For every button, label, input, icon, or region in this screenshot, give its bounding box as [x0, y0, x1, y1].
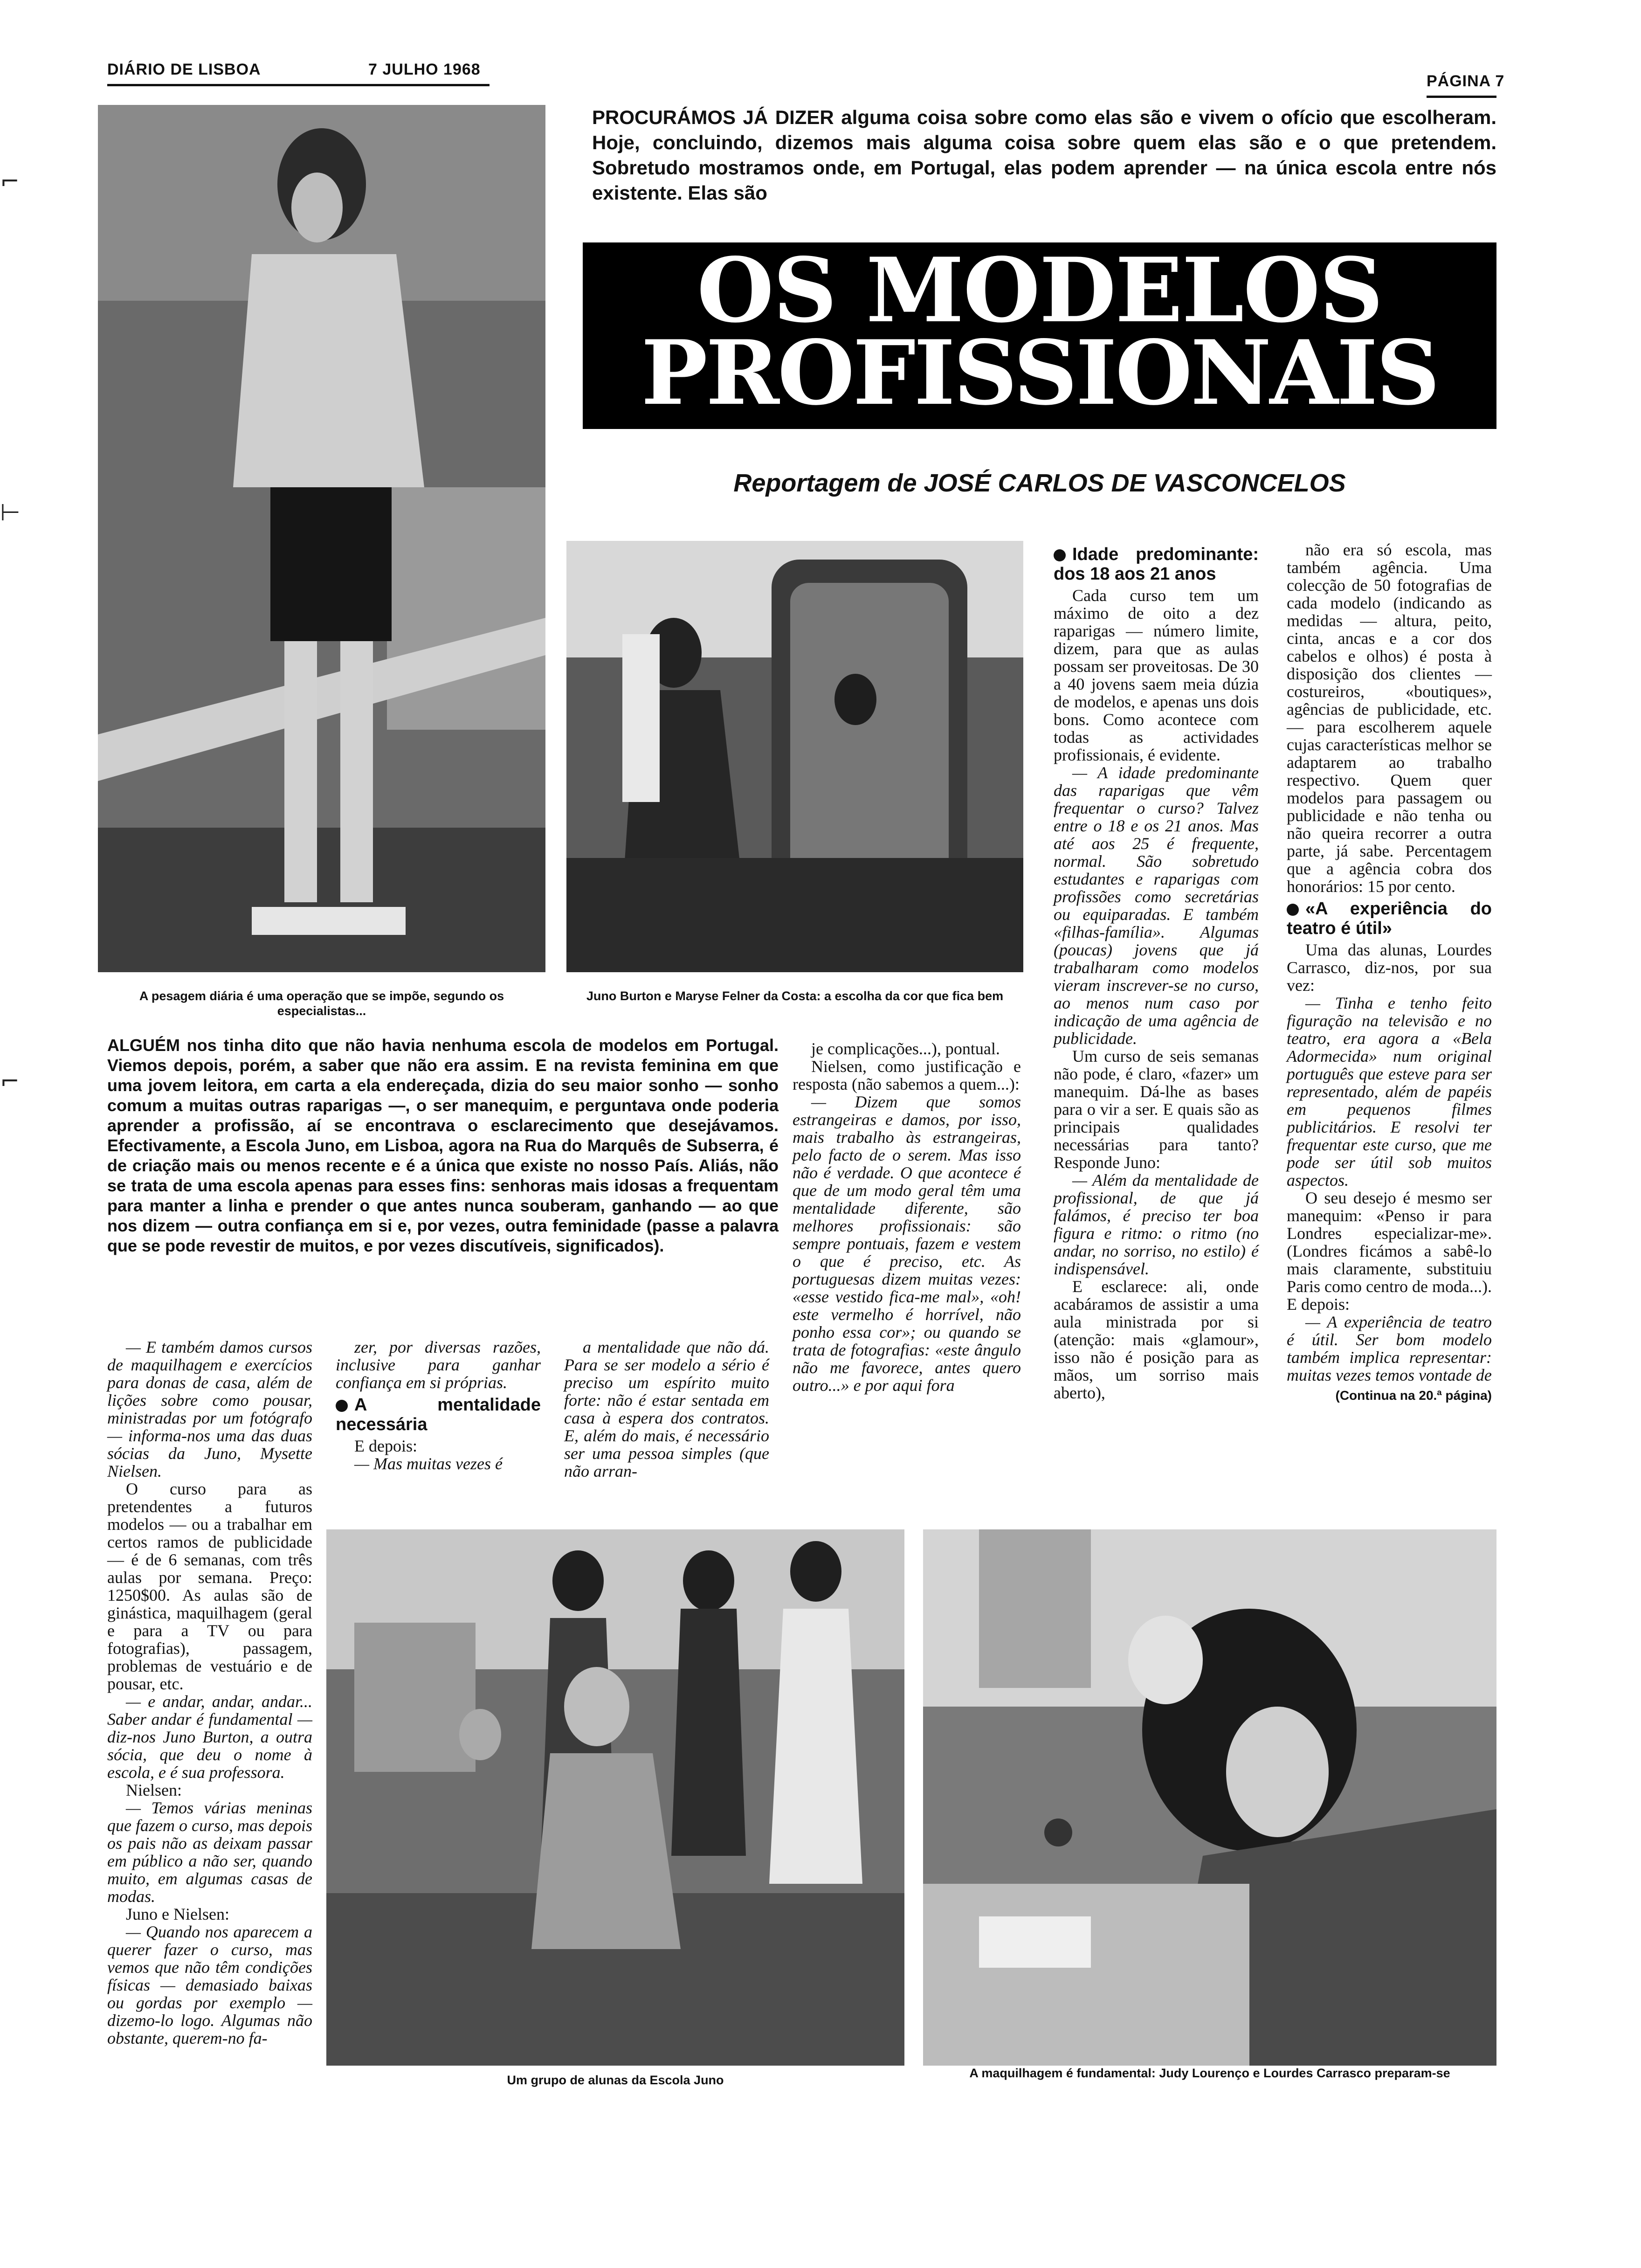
headline-line-2: PROFISSIONAIS	[641, 321, 1438, 425]
subhead-idade	[1054, 545, 1259, 584]
col-c-p1: a mentalidade que não dá. Para se ser modelo a sério é preciso um espírito muito forte: não é estar sentada em casa à espera dos contratos. E, além do mais, é necessário ser uma pessoa simples (que não arran-	[564, 1338, 769, 1480]
newspaper-name: DIÁRIO DE LISBOA	[107, 61, 261, 78]
column-d	[793, 1040, 1021, 1394]
col-f-p4: O seu desejo é mesmo ser manequim: «Penso ir para Londres especializar-me». (Londres ficámos a sabê-lo mais claramente, substituiu Paris como centro de moda...). E depois:	[1287, 1189, 1492, 1314]
margin-mark-1: ⌐	[0, 168, 20, 195]
col-f-p1: não era só escola, mas também agência. Uma colecção de 50 fotografias de cada modelo (indicando as medidas — altura, peito, cinta, ancas e a cor dos cabelos e olhos) é posta à disposição dos clientes — costureiros, «boutiques», agências de publicidade, etc. — para escolherem aquele cujas características melhor se adaptarem ao trabalho respectivo. Quem quer modelos para passagem ou publicidade e não tenha ou não queira recorrer a outra parte, já sabe. Percentagem que a agência cobra dos honorários: 15 por cento.	[1287, 540, 1492, 896]
col-a-p3: — e andar, andar, andar... Saber andar é fundamental — diz-nos Juno Burton, a outra sócia, que deu o nome à escola, e é sua professora.	[107, 1692, 312, 1782]
col-a-p7: — Quando nos aparecem a querer fazer o curso, mas vemos que não têm condições físicas — demasiado baixas ou gordas por exemplo — dizemo-lo logo. Algumas não obstante, querem-no fa-	[107, 1922, 312, 2047]
col-f-p2: Uma das alunas, Lourdes Carrasco, diz-nos, por sua vez:	[1287, 940, 1492, 995]
col-a-p5: — Temos várias meninas que fazem o curso, mas depois os pais não as deixam passar em público a não ser, quando muito, em algumas casas de modas.	[107, 1798, 312, 1906]
byline: Reportagem de JOSÉ CARLOS DE VASCONCELOS	[733, 469, 1346, 497]
column-a	[107, 1338, 312, 2047]
caption-photo-weighing: A pesagem diária é uma operação que se impõe, segundo os especialistas...	[139, 989, 504, 1018]
column-e	[1054, 541, 1259, 1402]
bullet-icon	[1287, 904, 1299, 916]
col-b-p2: E depois:	[354, 1437, 417, 1455]
photo-mirror	[566, 541, 1023, 972]
caption-photo-mirror: Juno Burton e Maryse Felner da Costa: a escolha da cor que fica bem	[586, 989, 1004, 1003]
col-a-p1: — E também damos cursos de maquilhagem e exercícios para donas de casa, além de lições sobre como pousar, ministradas por um fotógrafo — informa-nos uma das duas sócias da Juno, Mysette Nielsen.	[107, 1338, 312, 1480]
col-a-p6: Juno e Nielsen:	[126, 1905, 229, 1923]
col-b-p1: zer, por diversas razões, inclusive para ganhar confiança em si próprias.	[336, 1338, 541, 1392]
subhead-mentalidade-text: A mentalidade necessária	[336, 1395, 541, 1434]
col-e-p4: — Além da mentalidade de profissional, de que já falámos, é preciso ter boa figura e ritmo: o ritmo (no andar, no sorriso, no estilo) é indispensável.	[1054, 1171, 1259, 1278]
photo-weighing	[98, 105, 545, 972]
col-e-p2: — A idade predominante das raparigas que vêm frequentar o curso? Talvez entre o 18 e os 21 anos. Mas até aos 25 é frequente, normal. São sobretudo estudantes e raparigas com profissões como secretárias ou equiparadas. E também «filhas-família». Algumas (poucas) jovens que já trabalharam como modelos vieram inscrever-se no curso, ao menos num caso por indicação de uma agência de publicidade.	[1054, 763, 1259, 1048]
column-c	[564, 1338, 769, 1480]
lead-paragraph: ALGUÉM nos tinha dito que não havia nenhuma escola de modelos em Portugal. Viemos depois, porém, a saber que não era assim. E na revista feminina em que uma jovem leitora, em carta a ela endereçada, dizia do seu maior sonho — sonho comum a muitas outras raparigas —, o ser manequim, e perguntava onde poderia aprender a profissão, aí se encontrava o esclarecimento que desejávamos. Efectivamente, a Escola Juno, em Lisboa, agora na Rua do Marquês de Subserra, é de criação mais ou menos recente e é a única que existe no nosso País. Aliás, não se trata de uma escola apenas para esses fins: senhoras mais idosas a frequentam para manter a linha e prender o que antes nunca souberam, ganhando — ao que nos dizem — outra confiança em si e, por vezes, outra feminidade (passe a palavra que se pode revestir de muitos, e por vezes discutíveis, significados).	[107, 1036, 779, 1255]
col-f-p5: — A experiência de teatro é útil. Ser bom modelo também implica representar: muitas vezes temos vontade de	[1287, 1313, 1492, 1384]
col-e-p1: Cada curso tem um máximo de oito a dez raparigas — número limite, dizem, para que as aulas possam ser proveitosas. De 30 a 40 jovens saem meia dúzia de modelos, e apenas uns dois bons. Como acontece com todas as actividades profissionais, é evidente.	[1054, 586, 1259, 764]
col-d-p2: Nielsen, como justificação e resposta (não sabemos a quem...):	[793, 1057, 1021, 1093]
bullet-icon	[336, 1400, 348, 1412]
col-a-p2: O curso para as pretendentes a futuros modelos — ou a trabalhar em certos ramos de publicidade — é de 6 semanas, com três aulas por semana. Preço: 1250$00. As aulas são de ginástica, maquilhagem (geral e para a TV ou para fotografias), passagem, problemas de vestuário e de pousar, etc.	[107, 1480, 312, 1693]
col-e-p5: E esclarece: ali, onde acabáramos de assistir a uma aula ministrada por si (atenção: mais «glamour», isso não é posição para as mãos, um sorriso mais aberto),	[1054, 1277, 1259, 1402]
col-d-p3: — Dizem que somos estrangeiras e damos, por isso, mais trabalho às estrangeiras, pelo facto de o serem. Mas isso não é verdade. O que acontece é que de um modo geral têm uma mentalidade diferente, são melhores profissionais: são sempre pontuais, fazem e vestem o que é preciso, etc. As portuguesas dizem muitas vezes: «esse vestido fica-me mal», «oh! este vermelho é horrível, não ponho essa cor»; ou quando se trata de fotografias: «este ângulo não me favorece, antes quero outro...» e por aqui fora	[793, 1093, 1021, 1395]
masthead-rule-left	[107, 84, 490, 86]
column-b	[336, 1338, 541, 1473]
column-f	[1287, 541, 1492, 1404]
col-e-p3: Um curso de seis semanas não pode, é claro, «fazer» um manequim. Dá-lhe as bases para o vir a ser. E quais são as principais qualidades necessárias para tanto? Responde Juno:	[1054, 1047, 1259, 1172]
continued-note: (Continua na 20.ª página)	[1335, 1388, 1492, 1403]
page-number: PÁGINA 7	[1427, 72, 1505, 90]
subhead-idade-text: Idade predominante: dos 18 aos 21 anos	[1054, 545, 1259, 584]
margin-mark-3: ⌐	[0, 1068, 20, 1095]
photo-group	[326, 1529, 904, 2066]
col-f-p3: — Tinha e tenho feito figuração na televisão e no teatro, era agora a «Bela Adormecida» num original português que esteve para ser representado, além de papéis em pequenos filmes publicitários. E resolvi ter frequentar este curso, que me pode ser útil sob muitos aspectos.	[1287, 994, 1492, 1189]
issue-date: 7 JULHO 1968	[368, 61, 481, 78]
photo-makeup	[923, 1529, 1496, 2066]
margin-mark-2: ⊢	[0, 499, 21, 526]
subhead-teatro	[1287, 899, 1492, 938]
bullet-icon	[1054, 549, 1066, 561]
col-d-p1: je complicações...), pontual.	[811, 1039, 1000, 1058]
col-b-p3: — Mas muitas vezes é	[354, 1454, 503, 1473]
masthead-rule-right	[1427, 96, 1496, 98]
col-a-p4: Nielsen:	[126, 1781, 182, 1799]
intro-text: PROCURÁMOS JÁ DIZER alguma coisa sobre como elas são e vivem o ofício que escolheram. Hoje, concluindo, dizemos mais alguma coisa sobre quem elas são e o que pretendem. Sobretudo mostramos onde, em Portugal, elas podem aprender — na única escola entre nós existente. Elas são	[592, 106, 1496, 204]
subhead-mentalidade	[336, 1395, 541, 1434]
subhead-teatro-text: «A experiência do teatro é útil»	[1287, 899, 1492, 938]
caption-photo-makeup: A maquilhagem é fundamental: Judy Lourenço e Lourdes Carrasco preparam-se	[969, 2066, 1450, 2080]
headline-banner	[583, 238, 1496, 429]
headline-line-1: OS MODELOS	[696, 238, 1383, 342]
caption-photo-group: Um grupo de alunas da Escola Juno	[507, 2073, 724, 2087]
